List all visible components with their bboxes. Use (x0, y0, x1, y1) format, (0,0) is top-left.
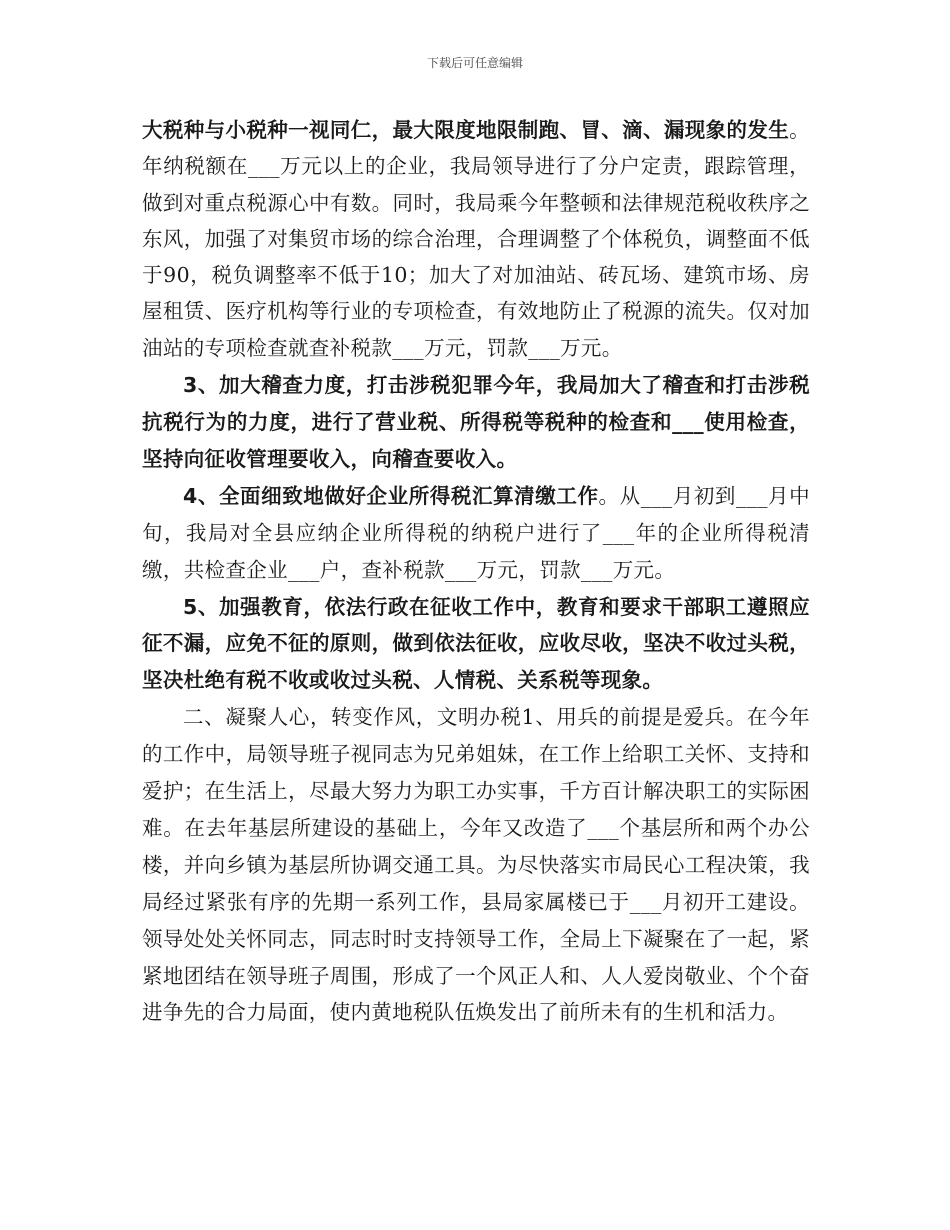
paragraph-1 (142, 112, 810, 366)
paragraph-3-bold-lead: 4、全面细致地做好企业所得税汇算清缴工作 (183, 483, 599, 508)
paragraph-1-text: 。年纳税额在___万元以上的企业，我局领导进行了分户定责，跟踪管理，做到对重点税源心中有数。同时，我局乘今年整顿和法律规范税收秩序之东风，加强了对集贸市场的综合治理，合理调整了个体税负，调整面不低于90，税负调整率不低于10；加大了对加油站、砖瓦场、建筑市场、房屋租赁、医疗机构等行业的专项检查，有效地防止了税源的流失。仅对加油站的专项检查就查补税款___万元，罚款___万元。 (142, 118, 810, 360)
document-body (142, 112, 810, 1031)
paragraph-1-bold-lead: 大税种与小税种一视同仁，最大限度地限制跑、冒、滴、漏现象的发生 (142, 118, 790, 142)
paragraph-2: 3、加大稽查力度，打击涉税犯罪今年，我局加大了稽查和打击涉税抗税行为的力度，进行了营业税、所得税等税种的检查和___使用检查，坚持向征收管理要收入，向稽查要收入。 (142, 373, 810, 471)
paragraph-3 (142, 478, 810, 589)
paragraph-5: 二、凝聚人心，转变作风，文明办税1、用兵的前提是爱兵。在今年的工作中，局领导班子视同志为兄弟姐妹，在工作上给职工关怀、支持和爱护；在生活上，尽最大努力为职工办实事，千方百计解决职工的实际困难。在去年基层所建设的基础上，今年又改造了___个基层所和两个办公楼，并向乡镇为基层所协调交通工具。为尽快落实市局民心工程决策，我局经过紧张有序的先期一系列工作，县局家属楼已于___月初开工建设。领导处处关怀同志，同志时时支持领导工作，全局上下凝聚在了一起，紧紧地团结在领导班子周围，形成了一个风正人和、人人爱岗敬业、个个奋进争先的合力局面，使内黄地税队伍焕发出了前所未有的生机和活力。 (142, 705, 810, 1025)
paragraph-3-text: 。从___月初到___月中旬，我局对全县应纳企业所得税的纳税户进行了___年的企业所得税清缴，共检查企业___户，查补税款___万元，罚款___万元。 (142, 483, 810, 582)
page-header: 下载后可任意编辑 (426, 56, 523, 70)
paragraph-4: 5、加强教育，依法行政在征收工作中，教育和要求干部职工遵照应征不漏，应免不征的原则，做到依法征收，应收尽收，坚决不收过头税，坚决杜绝有税不收或收过头税、人情税、关系税等现象。 (142, 594, 810, 693)
